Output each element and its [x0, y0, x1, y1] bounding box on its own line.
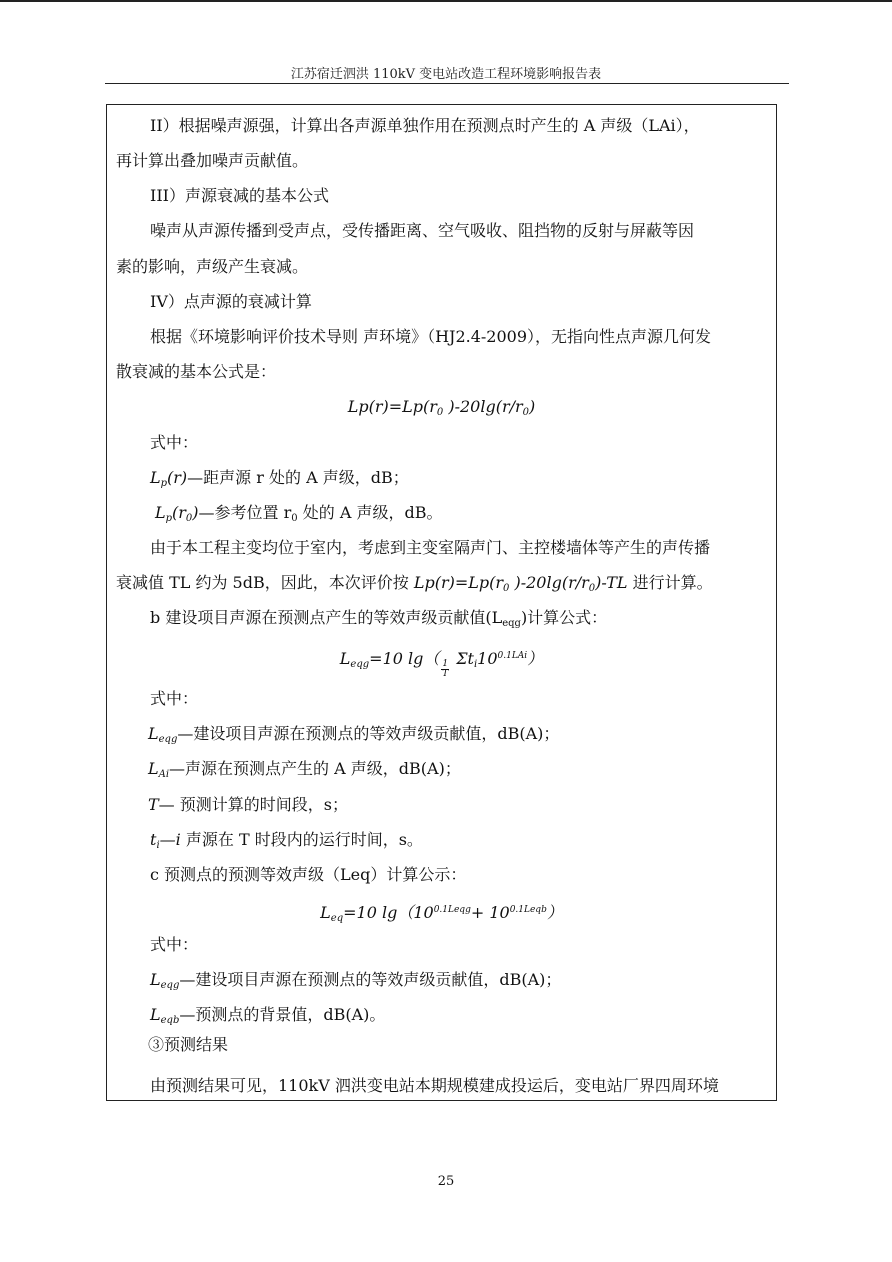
text-part: )计算公式：	[520, 608, 608, 627]
paragraph-ii-line2: 再计算出叠加噪声贡献值。	[116, 151, 309, 170]
formula-part: Σt	[451, 649, 474, 668]
fraction	[441, 660, 449, 679]
definition-text: —建设项目声源在预测点的等效声级贡献值，dB(A)；	[179, 970, 562, 989]
inline-formula: )-20lg(r/r	[509, 573, 589, 592]
symbol-subscript: eqg	[158, 734, 178, 745]
symbol-subscript: p	[165, 513, 173, 524]
definition-leqg	[148, 724, 559, 750]
formula-part: 10	[477, 649, 498, 668]
heading-prediction-result: ③预测结果	[148, 1035, 229, 1054]
definition-leqb	[150, 1005, 385, 1031]
definition-text: —距声源 r 处的 A 声级，dB；	[187, 468, 409, 487]
paragraph-noise-line1: 噪声从声源传播到受声点，受传播距离、空气吸收、阻挡物的反射与屏蔽等因	[150, 221, 695, 240]
running-header: 江苏宿迁泗洪 110kV 变电站改造工程环境影响报告表	[290, 67, 602, 82]
heading-iv: IV）点声源的衰减计算	[150, 292, 312, 311]
inline-formula-subscript: 0	[503, 583, 510, 594]
text-part: 衰减值 TL 约为 5dB，因此，本次评价按	[116, 573, 414, 592]
formula-subscript: eqg	[350, 659, 370, 670]
formula-subscript: 0	[436, 407, 444, 418]
symbol: L	[150, 1005, 161, 1024]
definition-text: —参考位置 r	[198, 503, 292, 522]
symbol-subscript: 0	[185, 513, 193, 524]
symbol: T	[148, 795, 159, 814]
formula-part: + 10	[470, 903, 510, 922]
fraction-numerator: 1	[442, 659, 449, 669]
symbol-subscript: i	[156, 840, 160, 851]
formula-part: )-20lg(r/r	[443, 397, 523, 416]
definition-text: 声源在 T 时段内的运行时间，s。	[180, 830, 423, 849]
symbol: t	[150, 830, 157, 849]
symbol: (r)	[167, 468, 188, 487]
definition-lp-r	[150, 468, 409, 494]
symbol-subscript: p	[160, 478, 168, 489]
formula-leq	[106, 900, 777, 929]
paragraph-b-heading	[150, 608, 607, 634]
definition-subscript: 0	[291, 513, 298, 524]
content-frame	[106, 104, 777, 1101]
paragraph-noise-line2: 素的影响，声级产生衰减。	[116, 257, 309, 276]
paragraph-guideline-line2: 散衰减的基本公式是：	[116, 362, 277, 381]
symbol-subscript: eqg	[160, 980, 180, 991]
subscript: eqg	[502, 618, 521, 629]
symbol: (r	[172, 503, 186, 522]
top-border-line	[0, 0, 892, 2]
fraction-denominator: T	[442, 669, 449, 679]
symbol: )	[192, 503, 199, 522]
formula-subscript: i	[473, 659, 478, 670]
formula-part: ）	[527, 649, 544, 668]
paragraph-ii-line1: II）根据噪声源强，计算出各声源单独作用在预测点时产生的 A 声级（LAi），	[150, 116, 700, 135]
where-label: 式中：	[150, 935, 199, 954]
symbol: L	[148, 724, 159, 743]
formula-part: =10 lg（10	[343, 903, 434, 922]
formula-superscript: 0.1LAi	[497, 651, 528, 661]
heading-iii: III）声源衰减的基本公式	[150, 186, 329, 205]
formula-part: =10 lg（	[369, 649, 440, 668]
definition-ti	[150, 830, 423, 856]
symbol: L	[155, 503, 166, 522]
paragraph-guideline-line1: 根据《环境影响评价技术导则 声环境》（HJ2.4-2009），无指向性点声源几何发	[150, 327, 712, 346]
definition-leqg-2	[150, 970, 561, 996]
definition-text: —建设项目声源在预测点的等效声级贡献值，dB(A)；	[177, 724, 560, 743]
definition-t	[148, 795, 348, 815]
formula-superscript: 0.1Leqg	[433, 905, 471, 915]
symbol: L	[150, 970, 161, 989]
symbol: L	[148, 759, 159, 778]
definition-lp-r0	[155, 503, 443, 529]
where-label: 式中：	[150, 689, 199, 708]
formula-subscript: 0	[522, 407, 530, 418]
symbol-subscript: eqb	[160, 1015, 180, 1026]
header-rule	[105, 83, 789, 84]
inline-formula: )-TL	[595, 573, 628, 592]
formula-part: L	[339, 649, 351, 668]
definition-text: 处的 A 声级，dB。	[297, 503, 443, 522]
definition-text: —声源在预测点产生的 A 声级，dB(A)；	[169, 759, 461, 778]
definition-text: — 预测计算的时间段，s；	[158, 795, 348, 814]
text-part: b 建设项目声源在预测点产生的等效声级贡献值(L	[150, 608, 503, 627]
text-part: 进行计算。	[627, 573, 713, 592]
formula-point-source	[106, 397, 777, 423]
where-label: 式中：	[150, 433, 199, 452]
formula-part: ）	[546, 903, 563, 922]
inline-formula-subscript: 0	[588, 583, 596, 594]
formula-part: L	[320, 903, 331, 922]
formula-part: Lp(r)=Lp(r	[347, 397, 437, 416]
formula-superscript: 0.1Leqb	[509, 905, 547, 915]
definition-text: —预测点的背景值，dB(A)。	[179, 1005, 386, 1024]
symbol-subscript: Ai	[158, 769, 170, 780]
formula-subscript: eq	[330, 913, 344, 924]
paragraph-result: 由预测结果可见，110kV 泗洪变电站本期规模建成投运后，变电站厂界四周环境	[150, 1076, 719, 1095]
paragraph-tl-line1: 由于本工程主变均位于室内，考虑到主变室隔声门、主控楼墙体等产生的声传播	[150, 538, 711, 557]
paragraph-c-heading: c 预测点的预测等效声级（Leq）计算公示：	[150, 865, 467, 884]
formula-part: )	[529, 397, 536, 416]
symbol: —i	[159, 830, 181, 849]
symbol: L	[150, 468, 161, 487]
definition-lai	[148, 759, 461, 785]
formula-leqg	[106, 646, 777, 679]
paragraph-tl-line2	[116, 573, 713, 599]
inline-formula: Lp(r)=Lp(r	[413, 573, 503, 592]
page-number: 25	[437, 1174, 455, 1189]
